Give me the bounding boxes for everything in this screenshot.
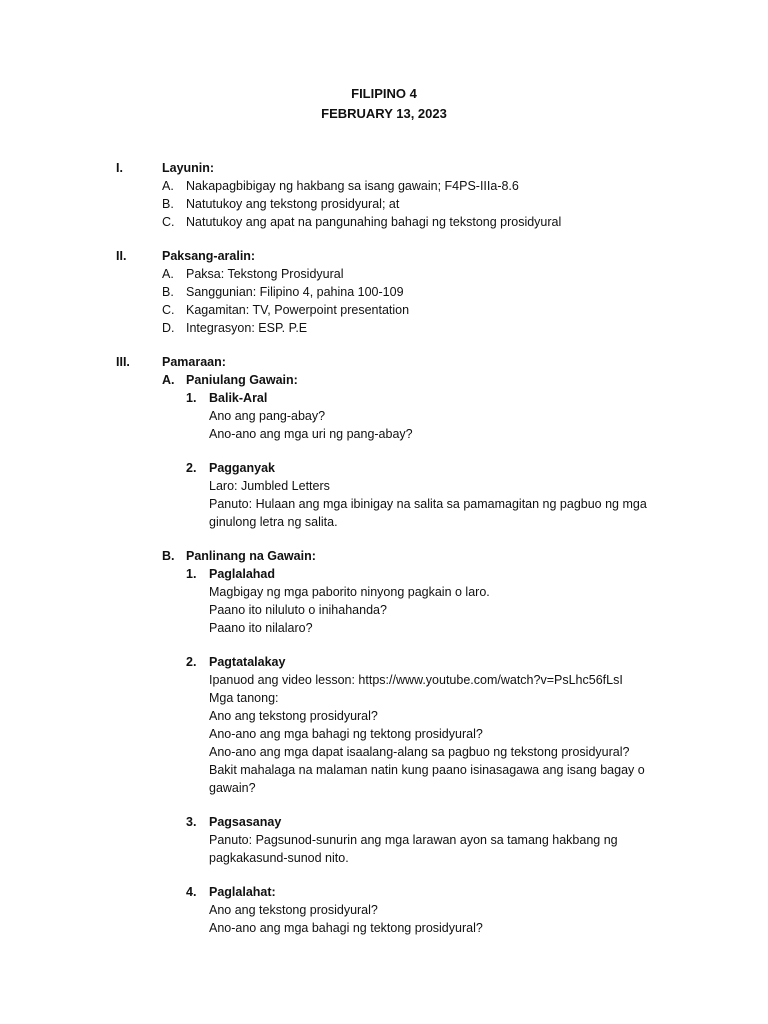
step-line: Ano-ano ang mga bahagi ng tektong prosidyural? [209,921,483,935]
item-text: Paksa: Tekstong Prosidyural [186,267,344,281]
item-letter: C. [162,303,175,317]
step-line: Bakit mahalaga na malaman natin kung paano isinasagawa ang isang bagay o [209,763,645,777]
step-line: pagkakasund-sunod nito. [209,851,349,865]
step-line: Panuto: Pagsunod-sunurin ang mga larawan ayon sa tamang hakbang ng [209,833,618,847]
step-line: Ano ang pang-abay? [209,409,326,423]
step-title: Paglalahad [209,567,275,581]
step-title: Pagganyak [209,461,276,475]
step-line: Ano ang tekstong prosidyural? [209,903,378,917]
item-letter: A. [162,267,174,281]
section-number: I. [116,161,123,175]
step-line: Ano ang tekstong prosidyural? [209,709,378,723]
section-title: Layunin: [162,161,215,175]
subsection-title: Panlinang na Gawain: [186,549,316,563]
item-text: Sanggunian: Filipino 4, pahina 100-109 [186,285,404,299]
step-line: Ano-ano ang mga uri ng pang-abay? [209,427,413,441]
item-letter: C. [162,215,175,229]
section-title: Pamaraan: [162,355,226,369]
subsection-title: Paniulang Gawain: [186,373,298,387]
step-line: Paano ito nilalaro? [209,621,313,635]
step-number: 3. [186,815,197,829]
step-title: Balik-Aral [209,391,268,405]
step-line: Magbigay ng mga paborito ninyong pagkain o laro. [209,585,490,599]
step-title: Pagtatalakay [209,655,286,669]
step-line: Mga tanong: [209,691,279,705]
item-letter: A. [162,179,174,193]
section-number: III. [116,355,130,369]
step-number: 4. [186,885,197,899]
item-text: Natutukoy ang tekstong prosidyural; at [186,197,400,211]
step-line: gawain? [209,781,256,795]
step-number: 1. [186,391,197,405]
item-letter: B. [162,197,174,211]
section-title: Paksang-aralin: [162,249,256,263]
step-line: ginulong letra ng salita. [209,515,338,529]
step-title: Paglalahat: [209,885,276,899]
document-date: FEBRUARY 13, 2023 [321,106,447,121]
step-number: 2. [186,655,197,669]
step-line: Paano ito niluluto o inihahanda? [209,603,387,617]
step-number: 2. [186,461,197,475]
item-text: Kagamitan: TV, Powerpoint presentation [186,303,410,317]
item-text: Integrasyon: ESP. P.E [186,321,308,335]
item-letter: B. [162,285,174,299]
subsection-letter: A. [162,373,175,387]
document-subject: FILIPINO 4 [351,86,417,101]
subsection-letter: B. [162,549,175,563]
step-line: Ano-ano ang mga dapat isaalang-alang sa pagbuo ng tekstong prosidyural? [209,745,630,759]
item-text: Nakapagbibigay ng hakbang sa isang gawain; F4PS-IIIa-8.6 [186,179,519,193]
step-number: 1. [186,567,197,581]
item-text: Natutukoy ang apat na pangunahing bahagi ng tekstong prosidyural [186,215,562,229]
step-title: Pagsasanay [209,815,282,829]
section-number: II. [116,249,127,263]
step-line: Panuto: Hulaan ang mga ibinigay na salita sa pamamagitan ng pagbuo ng mga [209,497,647,511]
step-line: Laro: Jumbled Letters [209,479,330,493]
step-line: Ano-ano ang mga bahagi ng tektong prosidyural? [209,727,483,741]
item-letter: D. [162,321,175,335]
step-line: Ipanuod ang video lesson: https://www.youtube.com/watch?v=PsLhc56fLsI [209,673,623,687]
